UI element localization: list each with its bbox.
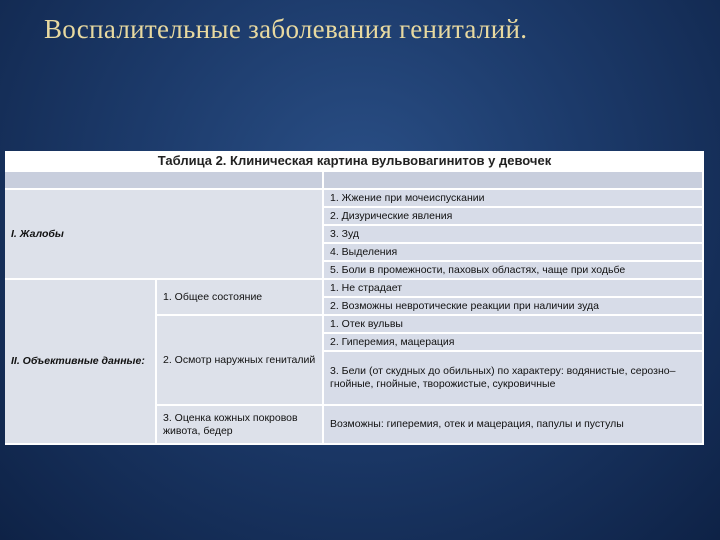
clinical-table <box>5 151 704 439</box>
general-state-item: 1. Не страдает <box>324 280 704 298</box>
header-cell-right <box>324 172 704 190</box>
external-exam-item: 3. Бели (от скудных до обильных) по характеру: водянистые, серозно–гнойные, гнойные, творожистые, сукровичные <box>324 352 704 406</box>
general-state-label: 1. Общее состояние <box>157 280 324 316</box>
header-cell-left <box>5 172 324 190</box>
objective-label: II. Объективные данные: <box>5 280 157 445</box>
table-grid <box>5 172 704 439</box>
complaint-item: 5. Боли в промежности, паховых областях, чаще при ходьбе <box>324 262 704 280</box>
general-state-item: 2. Возможны невротические реакции при наличии зуда <box>324 298 704 316</box>
complaint-item: 3. Зуд <box>324 226 704 244</box>
table-caption: Таблица 2. Клиническая картина вульвовагинитов у девочек <box>5 151 704 171</box>
external-exam-label: 2. Осмотр наружных гениталий <box>157 316 324 406</box>
complaint-item: 1. Жжение при мочеиспускании <box>324 190 704 208</box>
skin-assessment-value: Возможны: гиперемия, отек и мацерация, папулы и пустулы <box>324 406 704 445</box>
skin-assessment-label: 3. Оценка кожных покровов живота, бедер <box>157 406 324 445</box>
complaints-label: I. Жалобы <box>5 190 324 280</box>
slide-title: Воспалительные заболевания гениталий. <box>44 14 528 44</box>
external-exam-item: 2. Гиперемия, мацерация <box>324 334 704 352</box>
complaint-item: 2. Дизурические явления <box>324 208 704 226</box>
complaint-item: 4. Выделения <box>324 244 704 262</box>
external-exam-item: 1. Отек вульвы <box>324 316 704 334</box>
